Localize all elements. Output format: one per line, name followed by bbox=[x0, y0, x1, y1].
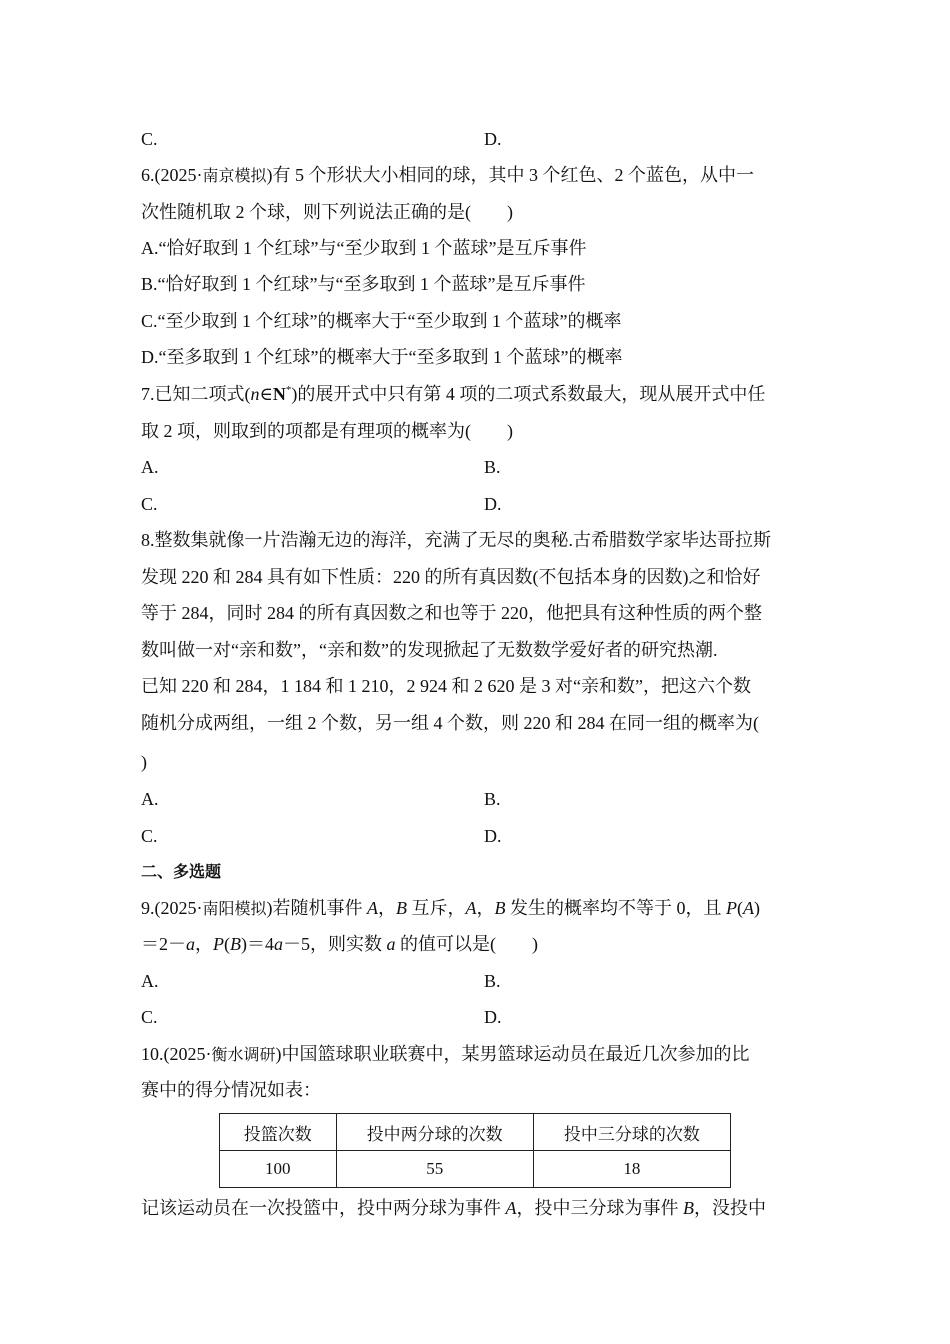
q7-option-a: A. bbox=[141, 457, 159, 477]
shooting-stats-table bbox=[219, 1113, 731, 1188]
table-cell: 55 bbox=[336, 1151, 533, 1188]
q7-option-b: B. bbox=[484, 457, 501, 477]
q8-stem-line-7: ) bbox=[141, 752, 147, 772]
q8-stem-line-4: 数叫做一对“亲和数”，“亲和数”的发现掀起了无数数学爱好者的研究热潮. bbox=[141, 640, 718, 660]
table-header-row bbox=[220, 1114, 731, 1151]
q9-option-b: B. bbox=[484, 971, 501, 991]
table-header-cell: 投篮次数 bbox=[220, 1114, 337, 1151]
q7-stem-line-2: 取 2 项，则取到的项都是有理项的概率为( ) bbox=[141, 421, 513, 441]
q6-option-c: C.“至少取到 1 个红球”的概率大于“至少取到 1 个蓝球”的概率 bbox=[141, 311, 622, 331]
table-header-cell: 投中三分球的次数 bbox=[533, 1114, 730, 1151]
q10-stem-line-1: 10.(2025·衡水调研)中国篮球职业联赛中，某男篮球运动员在最近几次参加的比 bbox=[141, 1044, 750, 1064]
q8-stem-line-1: 8.整数集就像一片浩瀚无边的海洋，充满了无尽的奥秘.古希腊数学家毕达哥拉斯 bbox=[141, 530, 771, 550]
q10-stem-line-2: 赛中的得分情况如表： bbox=[141, 1080, 321, 1100]
q8-option-c: C. bbox=[141, 826, 158, 846]
q9-source: 南阳模拟 bbox=[202, 899, 267, 918]
q6-stem-line-1: 6.(2025·南京模拟)有 5 个形状大小相同的球，其中 3 个红色、2 个蓝色，从中一 bbox=[141, 165, 755, 185]
q6-source: 南京模拟 bbox=[202, 166, 267, 185]
table-cell: 100 bbox=[220, 1151, 337, 1188]
q6-option-d: D.“至多取到 1 个红球”的概率大于“至多取到 1 个蓝球”的概率 bbox=[141, 347, 623, 367]
q5-option-d: D. bbox=[484, 129, 502, 149]
q8-stem-line-3: 等于 284，同时 284 的所有真因数之和也等于 220，他把具有这种性质的两个整 bbox=[141, 603, 762, 623]
q9-stem-line-1: 9.(2025·南阳模拟)若随机事件 A，B 互斥，A，B 发生的概率均不等于 0，且 P(A) bbox=[141, 898, 761, 918]
q6-stem-line-2: 次性随机取 2 个球，则下列说法正确的是( ) bbox=[141, 202, 513, 222]
q8-option-a: A. bbox=[141, 789, 159, 809]
q8-option-b: B. bbox=[484, 789, 501, 809]
table-row bbox=[220, 1151, 731, 1188]
q10-source: 衡水调研 bbox=[211, 1045, 276, 1064]
q9-stem-line-2: ＝2－a，P(B)＝4a－5，则实数 a 的值可以是( ) bbox=[141, 934, 538, 954]
q6-option-b: B.“恰好取到 1 个红球”与“至多取到 1 个蓝球”是互斥事件 bbox=[141, 274, 586, 294]
q9-option-a: A. bbox=[141, 971, 159, 991]
table-header-cell: 投中两分球的次数 bbox=[336, 1114, 533, 1151]
q8-option-d: D. bbox=[484, 826, 502, 846]
table-cell: 18 bbox=[533, 1151, 730, 1188]
q8-stem-line-6: 随机分成两组，一组 2 个数，另一组 4 个数，则 220 和 284 在同一组的概率为( bbox=[141, 713, 759, 733]
q6-option-a: A.“恰好取到 1 个红球”与“至少取到 1 个蓝球”是互斥事件 bbox=[141, 238, 587, 258]
q9-option-d: D. bbox=[484, 1007, 502, 1027]
q8-stem-line-5: 已知 220 和 284，1 184 和 1 210，2 924 和 2 620 是 3 对“亲和数”，把这六个数 bbox=[141, 676, 751, 696]
q7-option-c: C. bbox=[141, 494, 158, 514]
q7-option-d: D. bbox=[484, 494, 502, 514]
q9-option-c: C. bbox=[141, 1007, 158, 1027]
q10-text-after-table: 记该运动员在一次投篮中，投中两分球为事件 A，投中三分球为事件 B，没投中 bbox=[141, 1198, 766, 1218]
q7-stem-line-1: 7.已知二项式(n∈N*)的展开式中只有第 4 项的二项式系数最大，现从展开式中任 bbox=[141, 384, 766, 404]
section-heading-multiple-choice: 二、多选题 bbox=[141, 862, 222, 881]
q8-stem-line-2: 发现 220 和 284 具有如下性质：220 的所有真因数(不包括本身的因数)之和恰好 bbox=[141, 567, 761, 587]
q5-option-c: C. bbox=[141, 129, 158, 149]
